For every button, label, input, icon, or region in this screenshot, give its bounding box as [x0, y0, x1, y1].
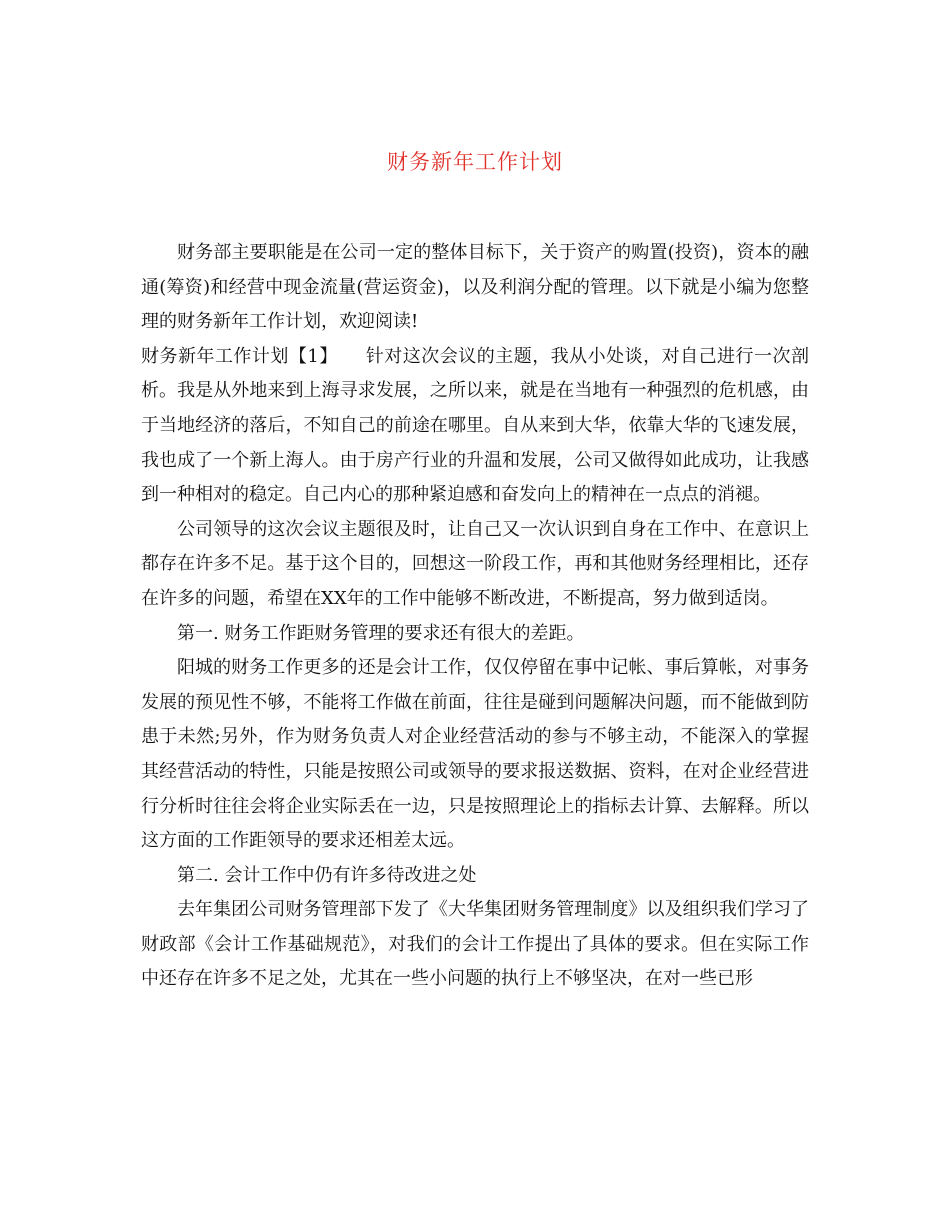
document-title: 财务新年工作计划 [387, 150, 563, 174]
section1-paragraph [141, 340, 809, 513]
intro-paragraph: 财务部主要职能是在公司一定的整体目标下，关于资产的购置(投资)，资本的融通(筹资)和经营中现金流量(营运资金)，以及利润分配的管理。以下就是小编为您整理的财务新年工作计划，欢迎阅读! [141, 242, 809, 333]
section1-text: 针对这次会议的主题，我从小处谈，对自己进行一次剖析。我是从外地来到上海寻求发展，之所以来，就是在当地有一种强烈的危机感，由于当地经济的落后，不知自己的前途在哪里。自从来到大华，依靠大华的飞速发展，我也成了一个新上海人。由于房产行业的升温和发展，公司又做得如此成功，让我感到一种相对的稳定。自己内心的那种紧迫感和奋发向上的精神在一点点的消褪。 [141, 345, 810, 506]
body-paragraph-4: 去年集团公司财务管理部下发了《大华集团财务管理制度》以及组织我们学习了财政部《会计工作基础规范》，对我们的会计工作提出了具体的要求。但在实际工作中还存在许多不足之处，尤其在一些小问题的执行上不够坚决，在对一些已形 [141, 899, 809, 990]
body-paragraph-2: 公司领导的这次会议主题很及时，让自己又一次认识到自身在工作中、在意识上都存在许多不足。基于这个目的，回想这一阶段工作，再和其他财务经理相比，还存在许多的问题，希望在XX年的工作中能够不断改进，不断提高，努力做到适岗。 [141, 518, 809, 609]
section-heading-1: 第一. 财务工作距财务管理的要求还有很大的差距。 [177, 622, 585, 644]
section1-label: 财务新年工作计划【1】 [141, 345, 338, 367]
body-paragraph-3: 阳城的财务工作更多的还是会计工作，仅仅停留在事中记帐、事后算帐，对事务发展的预见性不够，不能将工作做在前面，往往是碰到问题解决问题，而不能做到防患于未然;另外，作为财务负责人对企业经营活动的参与不够主动，不能深入的掌握其经营活动的特性，只能是按照公司或领导的要求报送数据、资料，在对企业经营进行分析时往往会将企业实际丢在一边，只是按照理论上的指标去计算、去解释。所以这方面的工作距领导的要求还相差太远。 [141, 657, 809, 852]
document-body [141, 236, 809, 997]
section-heading-2: 第二. 会计工作中仍有许多待改进之处 [177, 864, 477, 886]
